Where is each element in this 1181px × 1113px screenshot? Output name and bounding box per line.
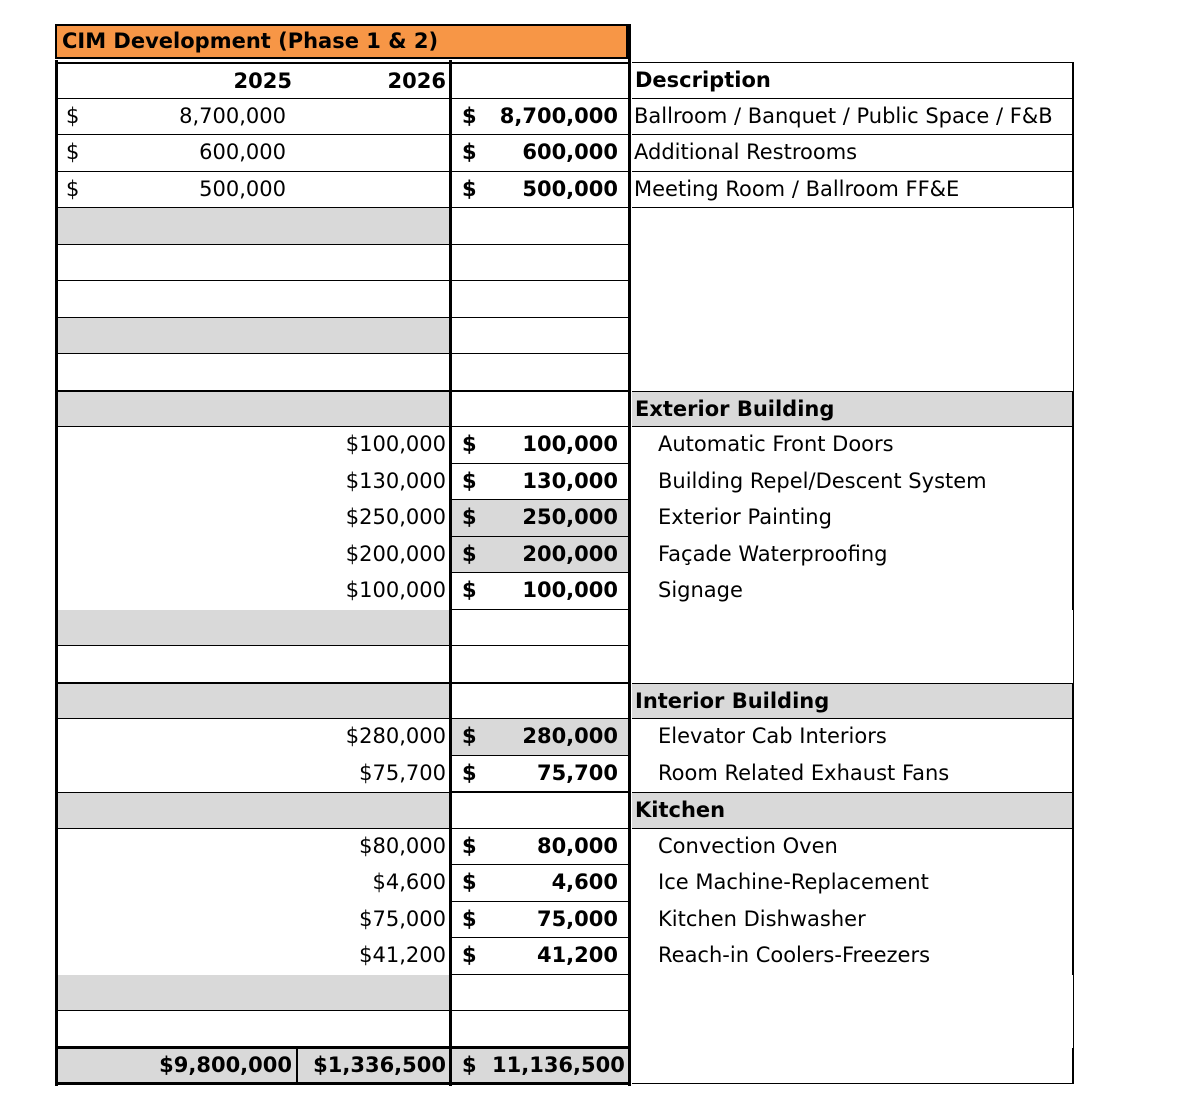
row-total: 8,700,000 [492, 99, 628, 135]
value-2025: 600,000 [88, 135, 298, 172]
row-description: Convection Oven [632, 829, 1073, 865]
value-2026: $75,000 [359, 907, 446, 931]
value-2026: $100,000 [345, 578, 446, 602]
spacer-row [58, 208, 450, 245]
spacer-total [452, 245, 628, 281]
description-bottom-border [632, 1083, 1074, 1084]
header-total [452, 62, 628, 99]
row-total: 250,000 [492, 500, 628, 537]
row-total: 41,200 [492, 938, 628, 975]
total-2026: $1,336,500 [298, 1048, 450, 1084]
value-2026: $250,000 [345, 505, 446, 529]
spacer-row [58, 281, 450, 318]
section-title: Exterior Building [632, 391, 1073, 427]
currency-symbol: $ [58, 172, 88, 208]
currency-symbol: $ [452, 573, 492, 610]
spacer-total [452, 318, 628, 354]
description-right-border [1073, 62, 1074, 1084]
spacer-total [452, 646, 628, 683]
value-2026 [298, 99, 450, 135]
currency-symbol: $ [452, 135, 492, 172]
divider-border [449, 60, 452, 1086]
currency-symbol: $ [452, 829, 492, 865]
currency-symbol: $ [452, 938, 492, 975]
bottom-border [55, 1082, 631, 1085]
total-2025: $9,800,000 [58, 1048, 298, 1084]
row-total: 600,000 [492, 135, 628, 172]
spacer-row [58, 318, 450, 354]
row-description: Additional Restrooms [632, 135, 1073, 172]
value-2025: 8,700,000 [88, 99, 298, 135]
sheet-title: CIM Development (Phase 1 & 2) [55, 24, 628, 59]
spacer-row [58, 245, 450, 281]
section-spacer [58, 391, 450, 427]
row-description: Automatic Front Doors [632, 427, 1073, 464]
row-description: Façade Waterproofing [632, 537, 1073, 573]
header-2025: 2025 [58, 62, 298, 99]
section-total-spacer [452, 391, 628, 427]
value-2026: $80,000 [359, 834, 446, 858]
currency-symbol: $ [58, 135, 88, 172]
value-2026 [298, 135, 450, 172]
spacer-row [58, 975, 450, 1011]
currency-symbol: $ [452, 172, 492, 208]
header-2026: 2026 [298, 62, 450, 99]
row-description: Ice Machine-Replacement [632, 865, 1073, 902]
section-spacer [58, 683, 450, 719]
totals-description-spacer [632, 1048, 1073, 1084]
spacer-total [452, 208, 628, 245]
spacer-total [452, 281, 628, 318]
currency-symbol: $ [452, 500, 492, 537]
left-border [55, 60, 58, 1086]
row-description: Signage [632, 573, 1073, 610]
row-description: Ballroom / Banquet / Public Space / F&B [632, 99, 1073, 135]
currency-symbol: $ [452, 427, 492, 464]
spacer-row [58, 1011, 450, 1048]
currency-symbol: $ [452, 719, 492, 756]
row-description: Room Related Exhaust Fans [632, 756, 1073, 792]
row-total: 80,000 [492, 829, 628, 865]
currency-symbol: $ [452, 99, 492, 135]
spacer-row [58, 646, 450, 683]
row-total: 130,000 [492, 464, 628, 500]
row-total: 280,000 [492, 719, 628, 756]
value-2026: $200,000 [345, 542, 446, 566]
row-description: Building Repel/Descent System [632, 464, 1073, 500]
totals-top-border [55, 1046, 631, 1049]
row-description: Reach-in Coolers-Freezers [632, 938, 1073, 975]
row-description: Exterior Painting [632, 500, 1073, 537]
row-description: Kitchen Dishwasher [632, 902, 1073, 938]
currency-symbol: $ [452, 464, 492, 500]
currency-symbol: $ [452, 1048, 492, 1084]
value-2026: $41,200 [359, 943, 446, 967]
value-2025: 500,000 [88, 172, 298, 208]
currency-symbol: $ [58, 99, 88, 135]
row-total: 4,600 [492, 865, 628, 902]
section-title: Kitchen [632, 792, 1073, 829]
spacer-total [452, 975, 628, 1011]
header-description: Description [632, 62, 1073, 99]
row-total: 75,700 [492, 756, 628, 792]
grand-total: 11,136,500 [492, 1048, 628, 1084]
currency-symbol: $ [452, 537, 492, 573]
row-total: 75,000 [492, 902, 628, 938]
spacer-total [452, 610, 628, 646]
spacer-total [452, 1011, 628, 1048]
spacer-row [58, 354, 450, 391]
value-2026: $75,700 [359, 761, 446, 785]
currency-symbol: $ [452, 756, 492, 792]
section-total-spacer [452, 683, 628, 719]
row-total: 100,000 [492, 573, 628, 610]
currency-symbol: $ [452, 865, 492, 902]
row-total: 200,000 [492, 537, 628, 573]
row-total: 100,000 [492, 427, 628, 464]
value-2026: $280,000 [345, 724, 446, 748]
row-total: 500,000 [492, 172, 628, 208]
section-total-spacer [452, 792, 628, 829]
value-2026 [298, 172, 450, 208]
value-2026: $4,600 [372, 870, 446, 894]
row-description: Elevator Cab Interiors [632, 719, 1073, 756]
value-2026: $100,000 [345, 432, 446, 456]
row-description: Meeting Room / Ballroom FF&E [632, 172, 1073, 208]
value-2026: $130,000 [345, 469, 446, 493]
section-spacer [58, 792, 450, 829]
right-border [628, 24, 631, 1086]
section-title: Interior Building [632, 683, 1073, 719]
spacer-total [452, 354, 628, 391]
spacer-row [58, 610, 450, 646]
currency-symbol: $ [452, 902, 492, 938]
